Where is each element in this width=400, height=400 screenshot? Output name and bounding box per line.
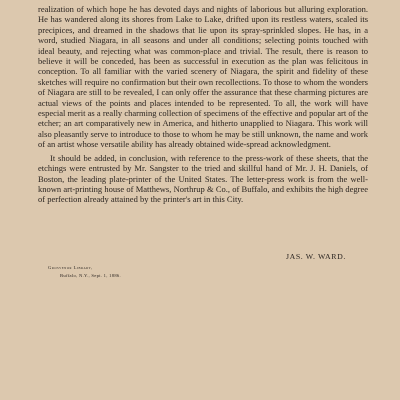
document-body [38, 4, 368, 208]
signature: JAS. W. WARD. [286, 252, 346, 261]
library-name: Grosvenor Library, [48, 265, 93, 270]
paragraph-1: realization of which hope he has devoted days and nights of laborious but alluring exploration. He has wandered along its shores from Lake to Lake, drifted upon its restless waters, scaled its precipices, and dreamed in the shadows that lie upon its spray-sprinkled slopes. He has, in a word, studied Niagara, in all seasons and under all conditions; selecting points touched with ideal beauty, and rejecting what was common-place and trivial. The result, there is reason to believe it will be conceded, has been as successful in execution as the plan was felicitous in conception. To all familiar with the varied scenery of Niagara, the spirit and fidelity of these sketches will require no confirmation but their own recollections. To those to whom the wonders of Niagara are still to be revealed, I can only offer the assurance that these charming pictures are actual views of the points and places intended to be represented. To all, the work will have especial merit as a really charming collection of specimens of the effective and popular art of the etcher; an art comparatively new in America, and hitherto unapplied to Niagara. This work will also pleasantly serve to introduce to those to whom he may be still unknown, the name and work of an artist whose versatile ability has already obtained wide-spread acknowledgment. [38, 4, 368, 150]
place-and-date: Buffalo, N.Y., Sept. 1, 1886. [60, 273, 121, 278]
paragraph-2: It should be added, in conclusion, with reference to the press-work of these sheets, that the etchings were entrusted by Mr. Sangster to the tried and skillful hand of Mr. J. H. Daniels, of Boston, the leading plate-printer of the United States. The letter-press work is from the well-known art-printing house of Matthews, Northrup & Co., of Buffalo, and exhibits the high degree of perfection already attained by the printer's art in this City. [38, 152, 368, 205]
